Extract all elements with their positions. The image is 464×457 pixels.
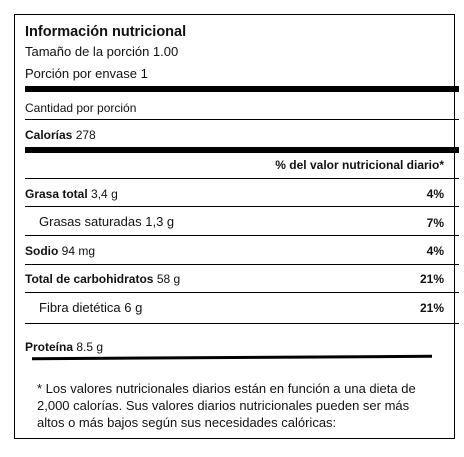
divider <box>25 119 459 120</box>
nutrient-amount: 3,4 g <box>91 187 118 201</box>
nutrient-label: Grasas saturadas <box>39 214 142 229</box>
amount-per-serving: Cantidad por porción <box>25 101 137 115</box>
serving-size: Tamaño de la porción 1.00 <box>25 44 179 59</box>
nutrient-row-sodium <box>25 244 95 258</box>
nutrient-amount: 1,3 g <box>145 214 175 229</box>
protein-label: Proteína <box>25 340 74 354</box>
nutrient-amount: 94 mg <box>61 244 96 258</box>
divider <box>25 264 459 265</box>
nutrient-percent: 4% <box>426 244 444 258</box>
thick-divider <box>25 86 459 92</box>
divider <box>25 292 459 293</box>
nutrient-percent: 7% <box>426 216 444 230</box>
thick-divider <box>25 147 459 153</box>
protein-row <box>25 340 103 354</box>
nutrient-row-saturated-fat <box>39 214 174 229</box>
nutrient-percent: 21% <box>419 272 444 286</box>
nutrient-percent: 4% <box>426 187 444 201</box>
label-title: Información nutricional <box>25 24 187 40</box>
nutrient-label: Total de carbohidratos <box>25 272 154 286</box>
nutrient-percent: 21% <box>419 301 444 315</box>
daily-value-header: % del valor nutricional diario* <box>275 158 444 172</box>
protein-amount: 8.5 g <box>76 340 104 354</box>
divider <box>25 206 459 207</box>
calories-row <box>25 128 96 142</box>
nutrient-label: Fibra dietética <box>39 300 121 315</box>
nutrient-label: Grasa total <box>25 187 88 201</box>
nutrition-facts-label <box>14 14 455 439</box>
nutrient-row-total-fat <box>25 187 118 201</box>
divider <box>25 323 459 324</box>
nutrient-amount: 6 g <box>124 300 143 315</box>
calories-value: 278 <box>75 128 96 142</box>
footnote: * Los valores nutricionales diarios están en función a una dieta de 2,000 calorías. Sus valores diarios nutricionales pueden ser más altos o más bajos según sus necesidades calóricas: <box>37 381 416 430</box>
calories-label: Calorías <box>25 128 73 142</box>
divider <box>25 235 459 236</box>
nutrient-label: Sodio <box>25 244 59 258</box>
divider <box>25 178 459 179</box>
nutrient-amount: 58 g <box>156 272 181 286</box>
nutrient-row-fiber <box>39 300 142 315</box>
nutrient-row-carbohydrates <box>25 272 180 286</box>
servings-per-container: Porción por envase 1 <box>25 66 148 81</box>
bottom-divider <box>32 355 432 360</box>
